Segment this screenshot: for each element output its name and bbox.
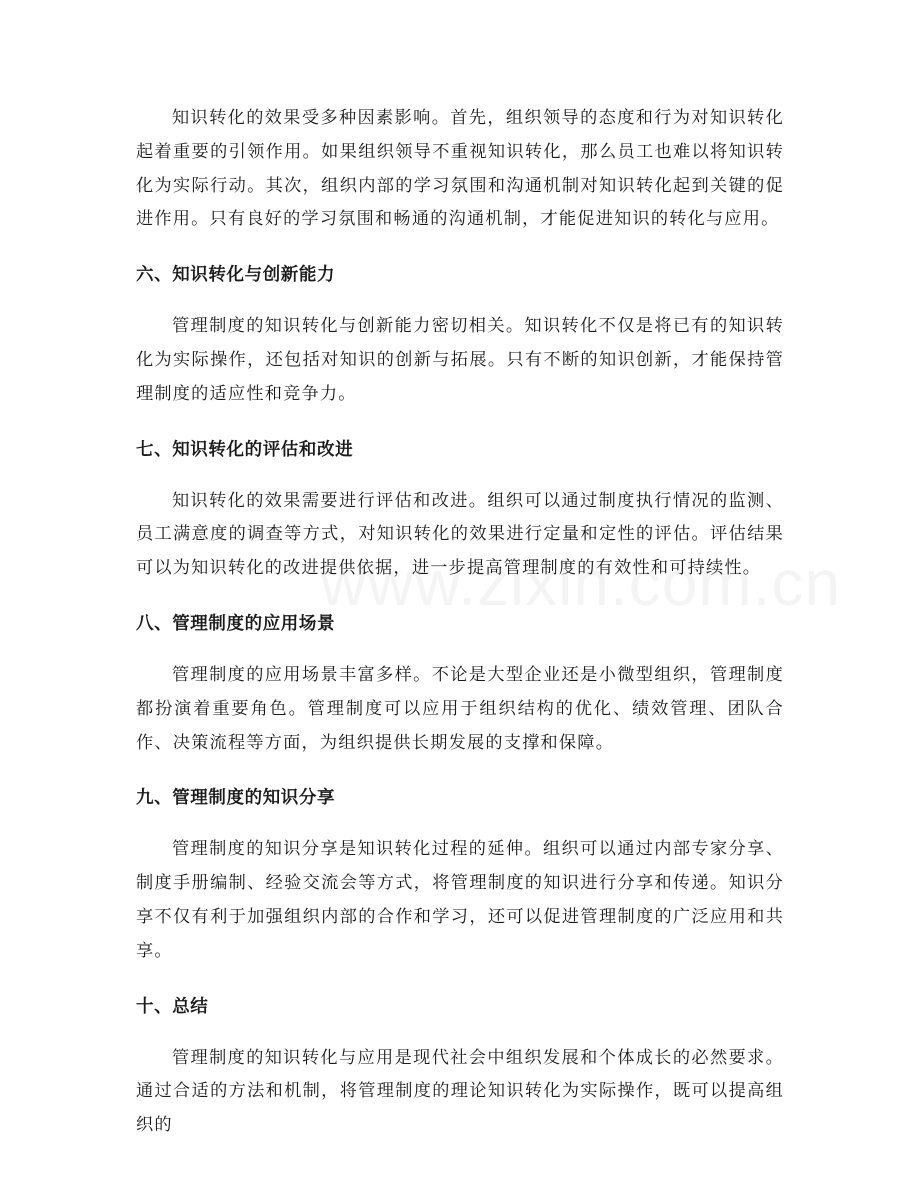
section-paragraph-8: 管理制度的应用场景丰富多样。不论是大型企业还是小微型组织，管理制度都扮演着重要角色。管理制度可以应用于组织结构的优化、绩效管理、团队合作、决策流程等方面，为组织提供长期发展的支撑和保障。	[136, 664, 784, 753]
section-paragraph-10: 管理制度的知识转化与应用是现代社会中组织发展和个体成长的必然要求。通过合适的方法和机制，将管理制度的理论知识转化为实际操作，既可以提高组织的	[136, 1047, 784, 1136]
section-heading-10: 十、总结	[136, 996, 209, 1017]
section-paragraph-7: 知识转化的效果需要进行评估和改进。组织可以通过制度执行情况的监测、员工满意度的调查等方式，对知识转化的效果进行定量和定性的评估。评估结果可以为知识转化的改进提供依据，进一步提高管理制度的有效性和可持续性。	[136, 490, 784, 579]
section-paragraph-9: 管理制度的知识分享是知识转化过程的延伸。组织可以通过内部专家分享、制度手册编制、经验交流会等方式，将管理制度的知识进行分享和传递。知识分享不仅有利于加强组织内部的合作和学习，还可以促进管理制度的广泛应用和共享。	[136, 839, 784, 961]
section-paragraph-6: 管理制度的知识转化与创新能力密切相关。知识转化不仅是将已有的知识转化为实际操作，还包括对知识的创新与拓展。只有不断的知识创新，才能保持管理制度的适应性和竞争力。	[136, 316, 784, 404]
section-heading-9: 九、管理制度的知识分享	[136, 788, 336, 809]
section-heading-8: 八、管理制度的应用场景	[136, 613, 336, 634]
document-body	[136, 102, 784, 1143]
section-heading-6: 六、知识转化与创新能力	[136, 265, 336, 286]
intro-paragraph: 知识转化的效果受多种因素影响。首先，组织领导的态度和行为对知识转化起着重要的引领作用。如果组织领导不重视知识转化，那么员工也难以将知识转化为实际行动。其次，组织内部的学习氛围和沟通机制对知识转化起到关键的促进作用。只有良好的学习氛围和畅通的沟通机制，才能促进知识的转化与应用。	[136, 108, 784, 230]
section-heading-7: 七、知识转化的评估和改进	[136, 439, 354, 460]
